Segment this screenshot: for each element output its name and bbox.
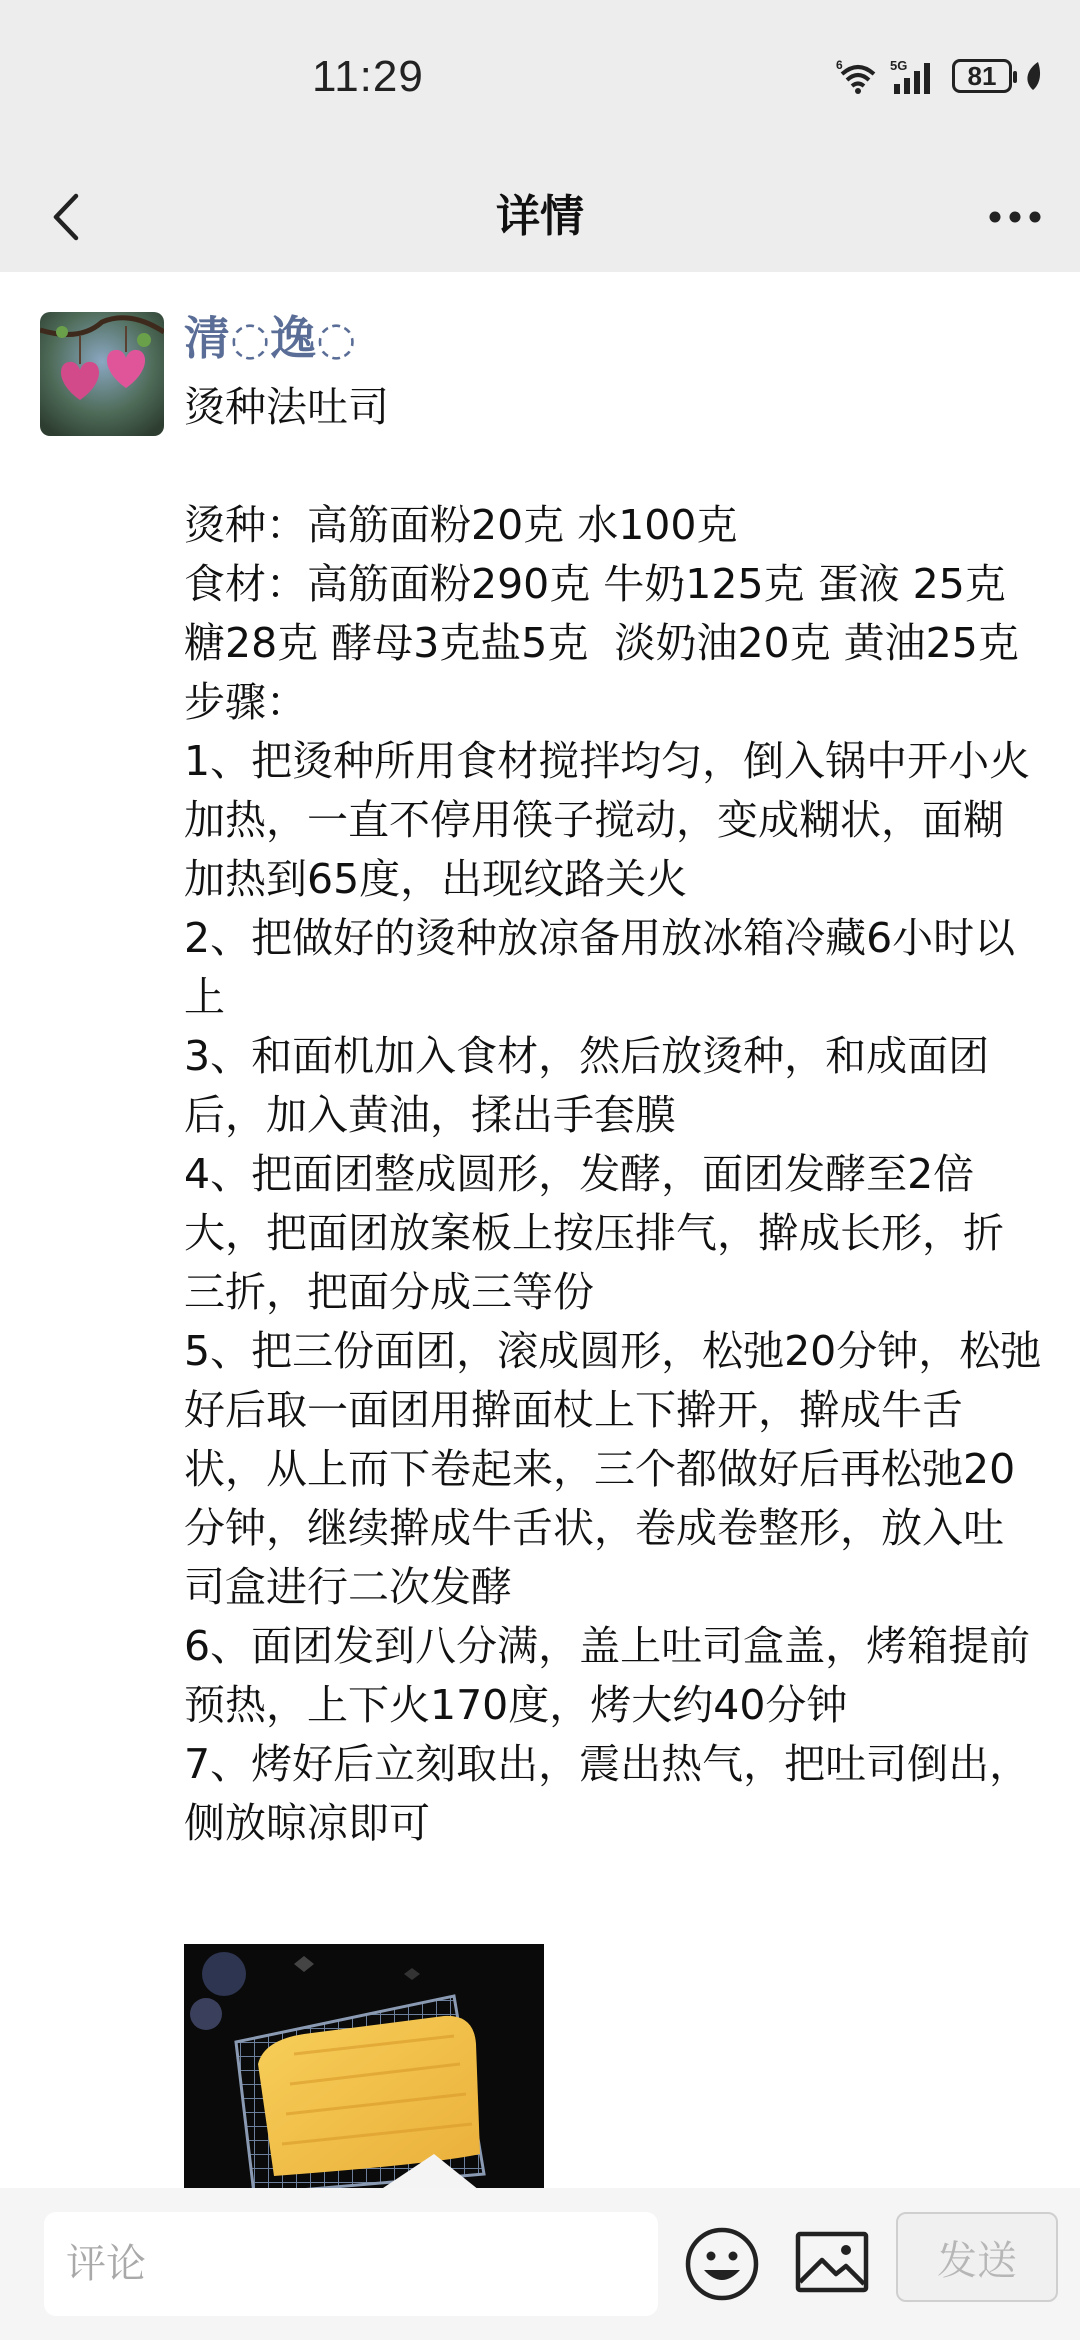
- page-title: 详情: [496, 191, 584, 242]
- send-button[interactable]: 发送: [896, 2212, 1058, 2302]
- battery-icon: [952, 59, 1012, 93]
- signal-icon: [890, 58, 942, 94]
- emoji-icon: [684, 2226, 760, 2302]
- battery-level: 81: [967, 60, 997, 91]
- toast-photo: [184, 1944, 544, 2188]
- status-bar: [0, 0, 1080, 160]
- wifi-icon: [836, 58, 880, 94]
- post-image[interactable]: [184, 1944, 544, 2188]
- post-text: 烫种法吐司 烫种：高筋面粉20克 水100克 食材：高筋面粉290克 牛奶125克 蛋液 25克 糖28克 酵母3克盐5克 淡奶油20克 黄油25克 步骤： 1、把烫种所用食材搅拌均匀，倒入锅中开小火加热，一直不停用筷子搅动，变成糊状，面糊加热到65度，出现纹路关火 2、把做好的烫种放凉备用放冰箱冷藏6小时以上 3、和面机加入食材，然后放烫种，和成面团后，加入黄油，揉出手套膜 4、把面团整成圆形，发酵，面团发酵至2倍大，把面团放案板上按压排气，擀成长形，折三折，把面分成三等份 5、把三份面团，滚成圆形，松弛20分钟，松弛好后取一面团用擀面杖上下擀开，擀成牛舌状，从上而下卷起来，三个都做好后再松弛20分钟，继续擀成牛舌状，卷成卷整形，放入吐司盒进行二次发酵 6、面团发到八分满，盖上吐司盒盖，烤箱提前预热，上下火170度，烤大约40分钟 7、烤好后立刻取出，震出热气，把吐司倒出，侧放晾凉即可: [184, 383, 1042, 1847]
- post-content: [0, 272, 1080, 2188]
- avatar[interactable]: [40, 312, 164, 436]
- comment-input[interactable]: [44, 2212, 658, 2316]
- cellular-label: 5G: [890, 58, 908, 73]
- leaf-icon: [1022, 60, 1044, 92]
- status-time: 11:29: [312, 52, 424, 101]
- author-name[interactable]: 清◌逸◌: [184, 311, 357, 365]
- status-icons: [836, 58, 1044, 94]
- nav-bar: [0, 160, 1080, 272]
- avatar-image: [40, 312, 164, 436]
- more-icon: [988, 210, 1042, 224]
- image-button[interactable]: [794, 2228, 870, 2300]
- image-icon: [794, 2228, 870, 2300]
- emoji-button[interactable]: [684, 2226, 760, 2302]
- wifi-label: 6: [836, 58, 843, 72]
- more-button[interactable]: [980, 182, 1050, 252]
- comment-bar: [0, 2188, 1080, 2340]
